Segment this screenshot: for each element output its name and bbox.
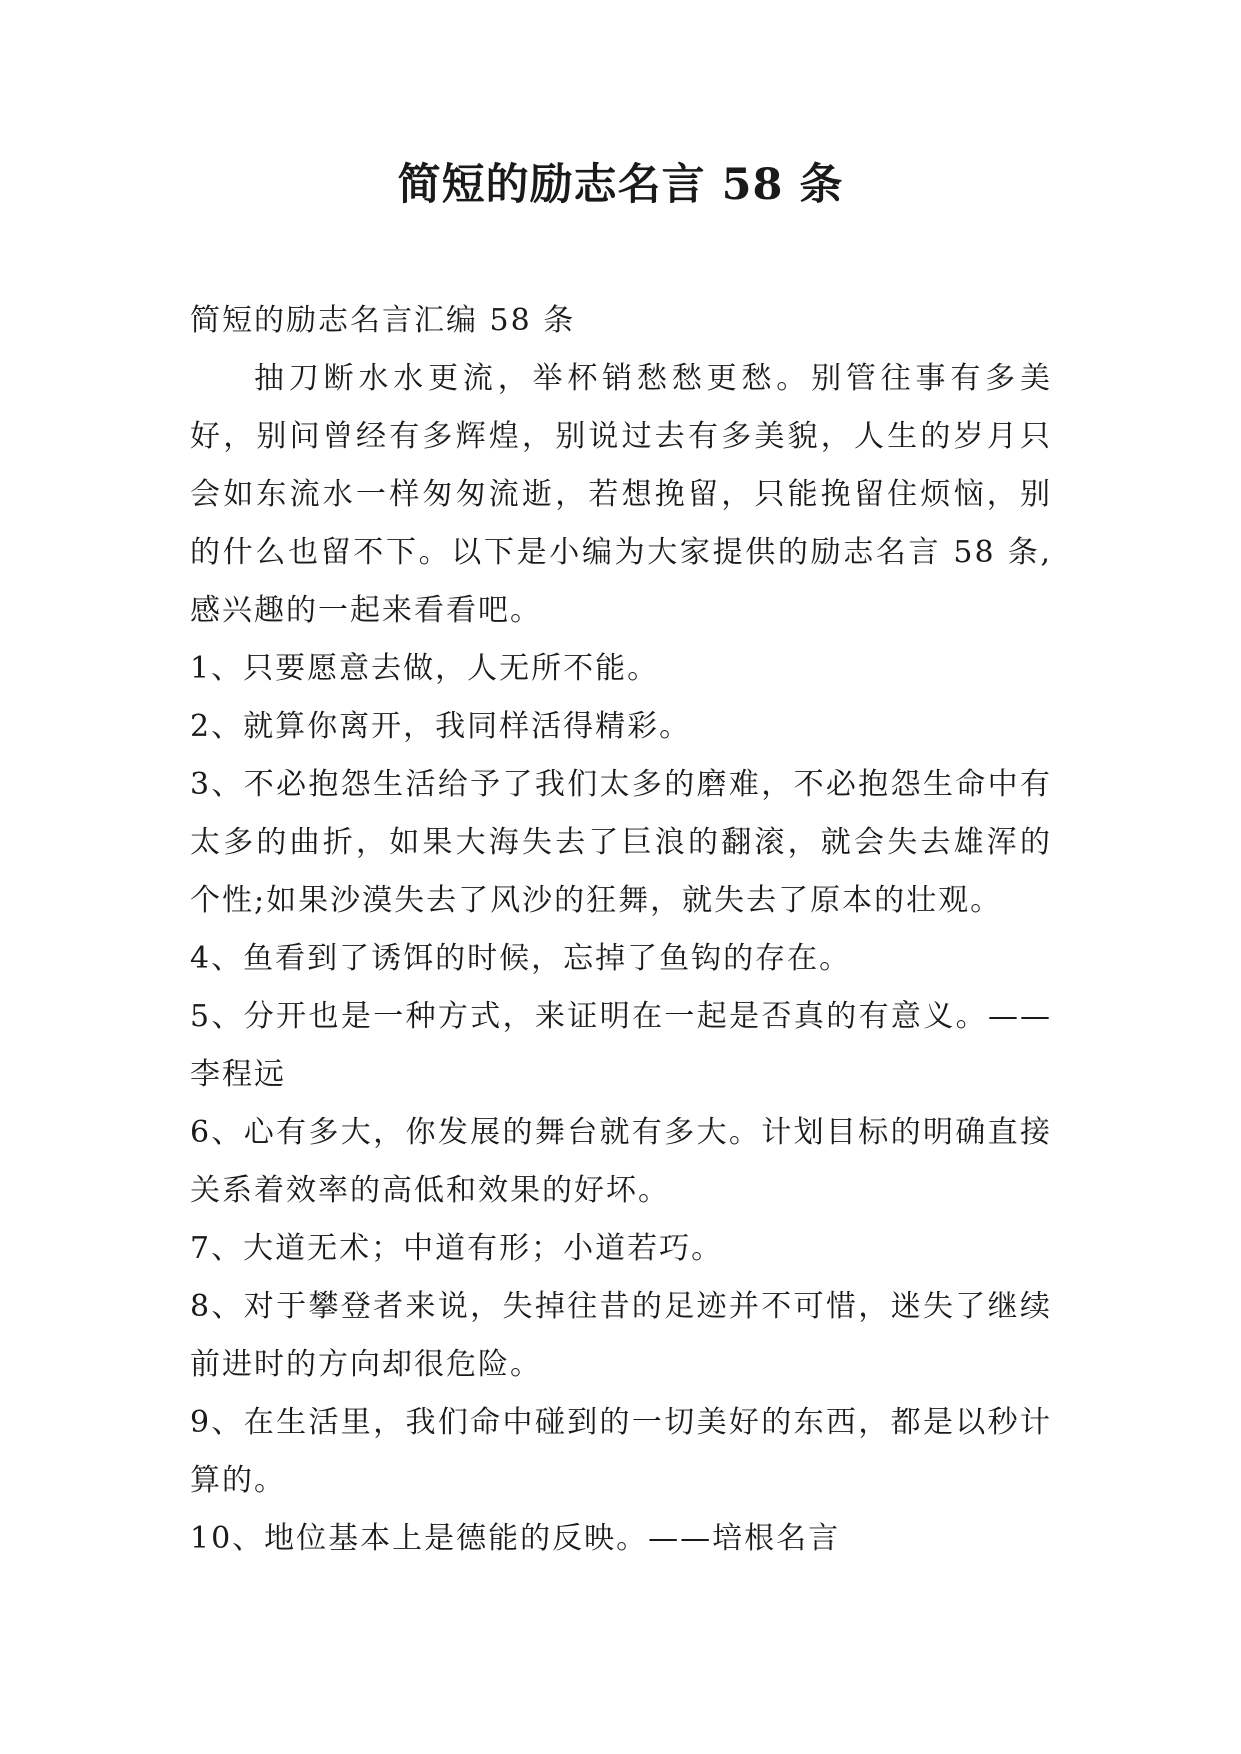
quote-item: 8、对于攀登者来说，失掉往昔的足迹并不可惜，迷失了继续前进时的方向却很危险。 [190,1289,1052,1382]
quote-item: 7、大道无术；中道有形；小道若巧。 [190,1231,724,1266]
quote-item: 5、分开也是一种方式，来证明在一起是否真的有意义。——李程远 [190,999,1052,1092]
quote-item: 3、不必抱怨生活给予了我们太多的磨难，不必抱怨生命中有太多的曲折，如果大海失去了巨浪的翻滚，就会失去雄浑的个性;如果沙漠失去了风沙的狂舞，就失去了原本的壮观。 [190,767,1052,918]
quote-item: 2、就算你离开，我同样活得精彩。 [190,709,692,744]
intro-paragraph: 抽刀断水水更流，举杯销愁愁更愁。别管往事有多美好，别问曾经有多辉煌，别说过去有多美貌，人生的岁月只会如东流水一样匆匆流逝，若想挽留，只能挽留住烦恼，别的什么也留不下。以下是小编为大家提供的励志名言 58 条,感兴趣的一起来看看吧。 [190,361,1052,628]
quote-item: 4、鱼看到了诱饵的时候，忘掉了鱼钩的存在。 [190,941,852,976]
quote-item: 1、只要愿意去做，人无所不能。 [190,651,660,686]
document-body [190,292,1052,1568]
quote-item: 9、在生活里，我们命中碰到的一切美好的东西，都是以秒计算的。 [190,1405,1052,1498]
document-title: 简短的励志名言 58 条 [397,160,844,210]
document-subtitle: 简短的励志名言汇编 58 条 [190,303,576,338]
quote-item: 10、地位基本上是德能的反映。——培根名言 [190,1521,841,1556]
quote-item: 6、心有多大，你发展的舞台就有多大。计划目标的明确直接关系着效率的高低和效果的好坏。 [190,1115,1052,1208]
